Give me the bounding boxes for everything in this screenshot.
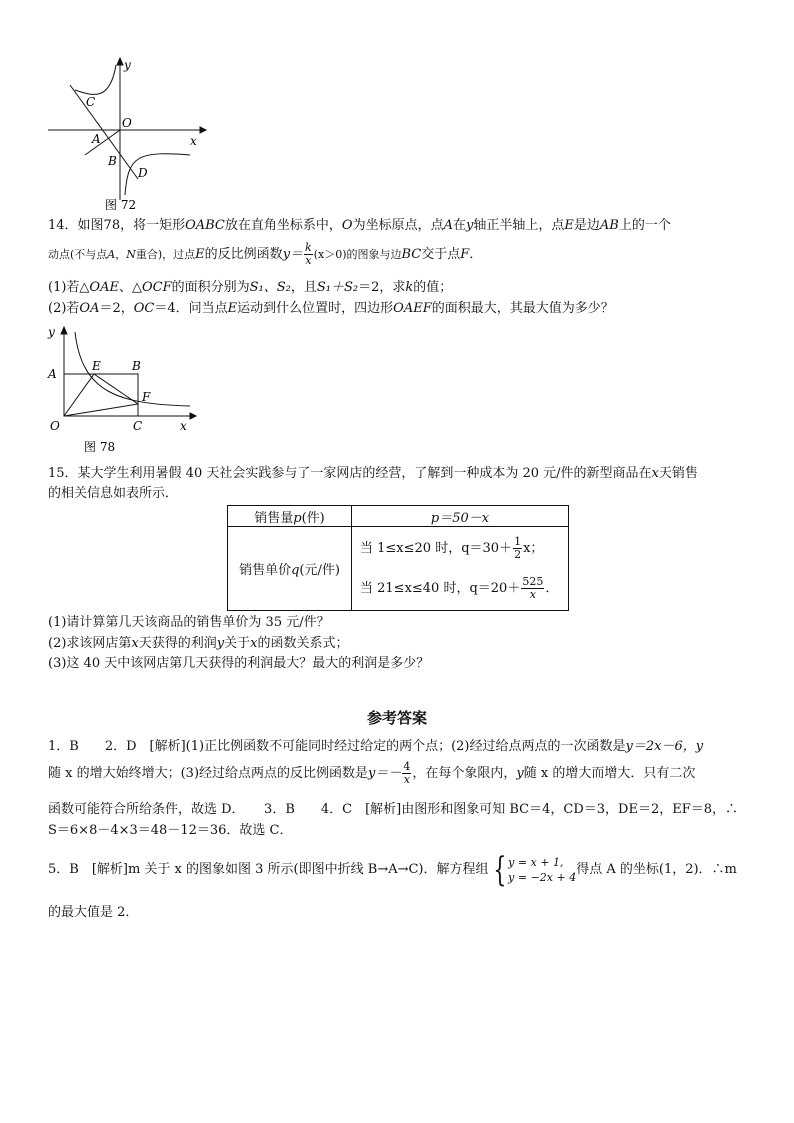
q15-part2: (2)求该网店第x天获得的利润y关于x的函数关系式； [48, 636, 349, 651]
label-o: O [50, 419, 60, 433]
q14-line1: 14．如图78，将一矩形OABC放在直角坐标系中，O为坐标原点，点A在y轴正半轴上，点E是边AB上的一个 [48, 218, 671, 233]
price-case-1: 当 1≤x≤20 时，q＝30＋ $\frac{1}{2}$ x； [360, 534, 544, 561]
label-x: x [190, 134, 197, 148]
figure-78 [40, 324, 200, 456]
line-oa [85, 130, 120, 155]
answer-line1: 1．B 2．D [解析](1)正比例函数不可能同时经过给定的两个点；(2)经过给点两点的一次函数是y＝2x－6，y [48, 739, 704, 754]
label-c: C [86, 95, 96, 109]
label-x: x [180, 419, 187, 433]
x-arrow [200, 127, 206, 133]
table-row [228, 506, 569, 527]
hyperbola-upper-left [75, 65, 116, 94]
q15-line1: 15．某大学生利用暑假 40 天社会实践参与了一家网店的经营，了解到一种成本为 20 元/件的新型商品在x天销售 [48, 466, 698, 481]
label-b: B [132, 359, 141, 373]
label-y: y [124, 58, 131, 72]
label-b: B [108, 154, 117, 168]
table-cell: p＝50－x [352, 506, 569, 527]
label-o: O [122, 116, 132, 130]
answer-line4: S＝6×8－4×3＝48－12＝36．故选 C． [48, 823, 293, 838]
q15-part1: (1)请计算第几天该商品的销售单价为 35 元/件？ [48, 615, 330, 630]
answer-5: 5．B [解析]m 关于 x 的图象如图 3 所示(即图中折线 B→A→C)．解方程组 { y = x + 1, y = −2x + 4 得点 A 的坐标(1，2)．∴m [48, 849, 737, 890]
q14-part1: (1)若△OAE、△OCF的面积分别为S₁、S₂，且S₁＋S₂＝2，求k的值； [48, 280, 453, 295]
answer-5-line2: 的最大值是 2． [48, 905, 139, 920]
x-arrow [190, 413, 196, 419]
answers-heading: 参考答案 [366, 709, 427, 727]
line-ef [94, 374, 138, 404]
table-cell: 销售单价q(元/件) [228, 527, 352, 611]
q15-part3: (3)这 40 天中该网店第几天获得的利润最大？最大的利润是多少？ [48, 656, 430, 671]
fraction-525-over-x: $\frac{525}{x}$ [522, 574, 544, 601]
table-cell [352, 527, 569, 611]
y-arrow [61, 327, 67, 334]
line-cd [70, 85, 138, 179]
label-a: A [92, 132, 101, 146]
table-row [228, 527, 569, 611]
label-d: D [138, 166, 148, 180]
table-cell: 销售量p(件) [228, 506, 352, 527]
line-of [64, 404, 138, 416]
y-arrow [117, 58, 123, 65]
answer-line2: 随 x 的增大始终增大；(3)经过给点两点的反比例函数是y＝－ $\frac{4}{x}$ ，在每个象限内，y随 x 的增大而增大．只有二次 [48, 760, 696, 786]
label-a: A [48, 367, 57, 381]
sales-table [227, 505, 569, 611]
line-oe [64, 374, 94, 416]
label-f: F [142, 390, 151, 404]
equation-system: y = x + 1, y = −2x + 4 [508, 855, 577, 884]
figure-caption: 图 78 [84, 440, 116, 454]
fraction-half: $\frac{1}{2}$ [514, 534, 522, 561]
price-case-2: 当 21≤x≤40 时，q＝20＋ $\frac{525}{x}$ ． [360, 574, 559, 601]
label-e: E [92, 359, 101, 373]
fraction-k-over-x: $\frac{k}{x}$ [305, 241, 312, 267]
label-c: C [133, 419, 143, 433]
fraction-4-over-x: $\frac{4}{x}$ [403, 760, 411, 786]
label-y: y [48, 325, 55, 339]
figure-caption: 图 72 [105, 198, 137, 212]
q15-line2: 的相关信息如表所示． [48, 486, 179, 501]
equation-brace: { [492, 849, 506, 890]
figure-72 [40, 55, 210, 215]
q14-part2: (2)若OA＝2，OC＝4．问当点E运动到什么位置时，四边形OAEF的面积最大，其最大值为多少？ [48, 301, 614, 316]
answer-line3: 函数可能符合所给条件，故选 D． 3．B 4．C [解析]由图形和图象可知 BC＝4，CD＝3，DE＝2，EF＝8，∴ [48, 802, 738, 817]
q14-line2: 动点(不与点A，N重合)，过点E的反比例函数y＝ $\frac{k}{x}$ (x＞0)的图象与边BC交于点F． [48, 241, 483, 267]
